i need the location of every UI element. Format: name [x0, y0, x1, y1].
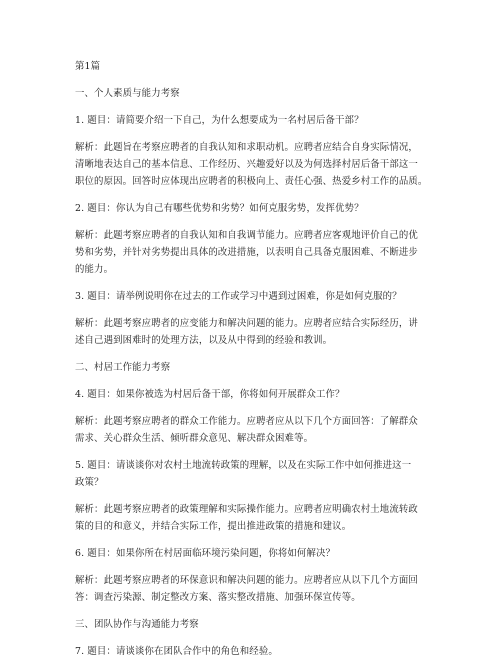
- document-content: [75, 85, 433, 660]
- question-block: [75, 386, 433, 403]
- question-text: 6. 题目：如果你所在村居面临环境污染问题，你将如何解决？: [75, 548, 336, 559]
- answer-text: 清晰地表达自己的基本信息、工作经历、兴趣爱好以及为何选择村居后备干部这一: [75, 159, 418, 170]
- question-text: 7. 题目：请谈谈你在团队合作中的角色和经验。: [75, 646, 278, 657]
- answer-text: 述自己遇到困难时的处理方法，以及从中得到的经验和教训。: [75, 335, 333, 346]
- answer-block: [75, 413, 433, 447]
- answer-block: [75, 139, 433, 190]
- question-text: 2. 题目：你认为自己有哪些优势和劣势？如何克服劣势，发挥优势？: [75, 203, 364, 214]
- question-block: [75, 288, 433, 305]
- answer-text: 需求、关心群众生活、倾听群众意见、解决群众困难等。: [75, 433, 314, 444]
- question-text: 政策？: [75, 477, 104, 488]
- answer-block: [75, 227, 433, 278]
- page-title: 第1篇: [75, 61, 101, 72]
- question-block: [75, 112, 433, 129]
- answer-text: 职位的原因。回答时应体现出应聘者的积极向上、责任心强、热爱乡村工作的品质。: [75, 176, 428, 187]
- answer-block: [75, 315, 433, 349]
- question-text: 1. 题目：请简要介绍一下自己，为什么想要成为一名村居后备干部？: [75, 115, 364, 126]
- answer-text: 策的目的和意义，并结合实际工作，提出推进政策的措施和建议。: [75, 521, 352, 532]
- answer-block: [75, 501, 433, 535]
- answer-text: 解析：此题考察应聘者的环保意识和解决问题的能力。应聘者应从以下几个方面回: [75, 575, 418, 586]
- question-text: 4. 题目：如果你被选为村居后备干部，你将如何开展群众工作？: [75, 389, 345, 400]
- answer-text: 解析：此题考察应聘者的群众工作能力。应聘者应从以下几个方面回答：了解群众: [75, 416, 418, 427]
- question-block: [75, 643, 433, 660]
- answer-text: 解析：此题旨在考察应聘者的自我认知和求职动机。应聘者应结合自身实际情况，: [75, 142, 418, 153]
- section-heading: 一、个人素质与能力考察: [75, 88, 180, 99]
- section-heading: 三、团队协作与沟通能力考察: [75, 619, 199, 630]
- answer-text: 的能力。: [75, 264, 114, 275]
- answer-block: [75, 572, 433, 606]
- question-block: [75, 545, 433, 562]
- section-heading: 二、村居工作能力考察: [75, 362, 171, 373]
- answer-text: 解析：此题考察应聘者的自我认知和自我调节能力。应聘者应客观地评价自己的优: [75, 230, 418, 241]
- question-block: [75, 200, 433, 217]
- question-block: [75, 457, 433, 491]
- answer-text: 答：调查污染源、制定整改方案、落实整改措施、加强环保宣传等。: [75, 592, 361, 603]
- question-text: 5. 题目：请谈谈你对农村土地流转政策的理解，以及在实际工作中如何推进这一: [75, 460, 412, 471]
- document-page: [75, 58, 433, 670]
- answer-text: 解析：此题考察应聘者的政策理解和实际操作能力。应聘者应明确农村土地流转政: [75, 504, 418, 515]
- answer-text: 势和劣势，并针对劣势提出具体的改进措施，以表明自己具备克服困难、不断进步: [75, 247, 418, 258]
- answer-text: 解析：此题考察应聘者的应变能力和解决问题的能力。应聘者应结合实际经历，讲: [75, 318, 418, 329]
- question-text: 3. 题目：请举例说明你在过去的工作或学习中遇到过困难，你是如何克服的？: [75, 291, 402, 302]
